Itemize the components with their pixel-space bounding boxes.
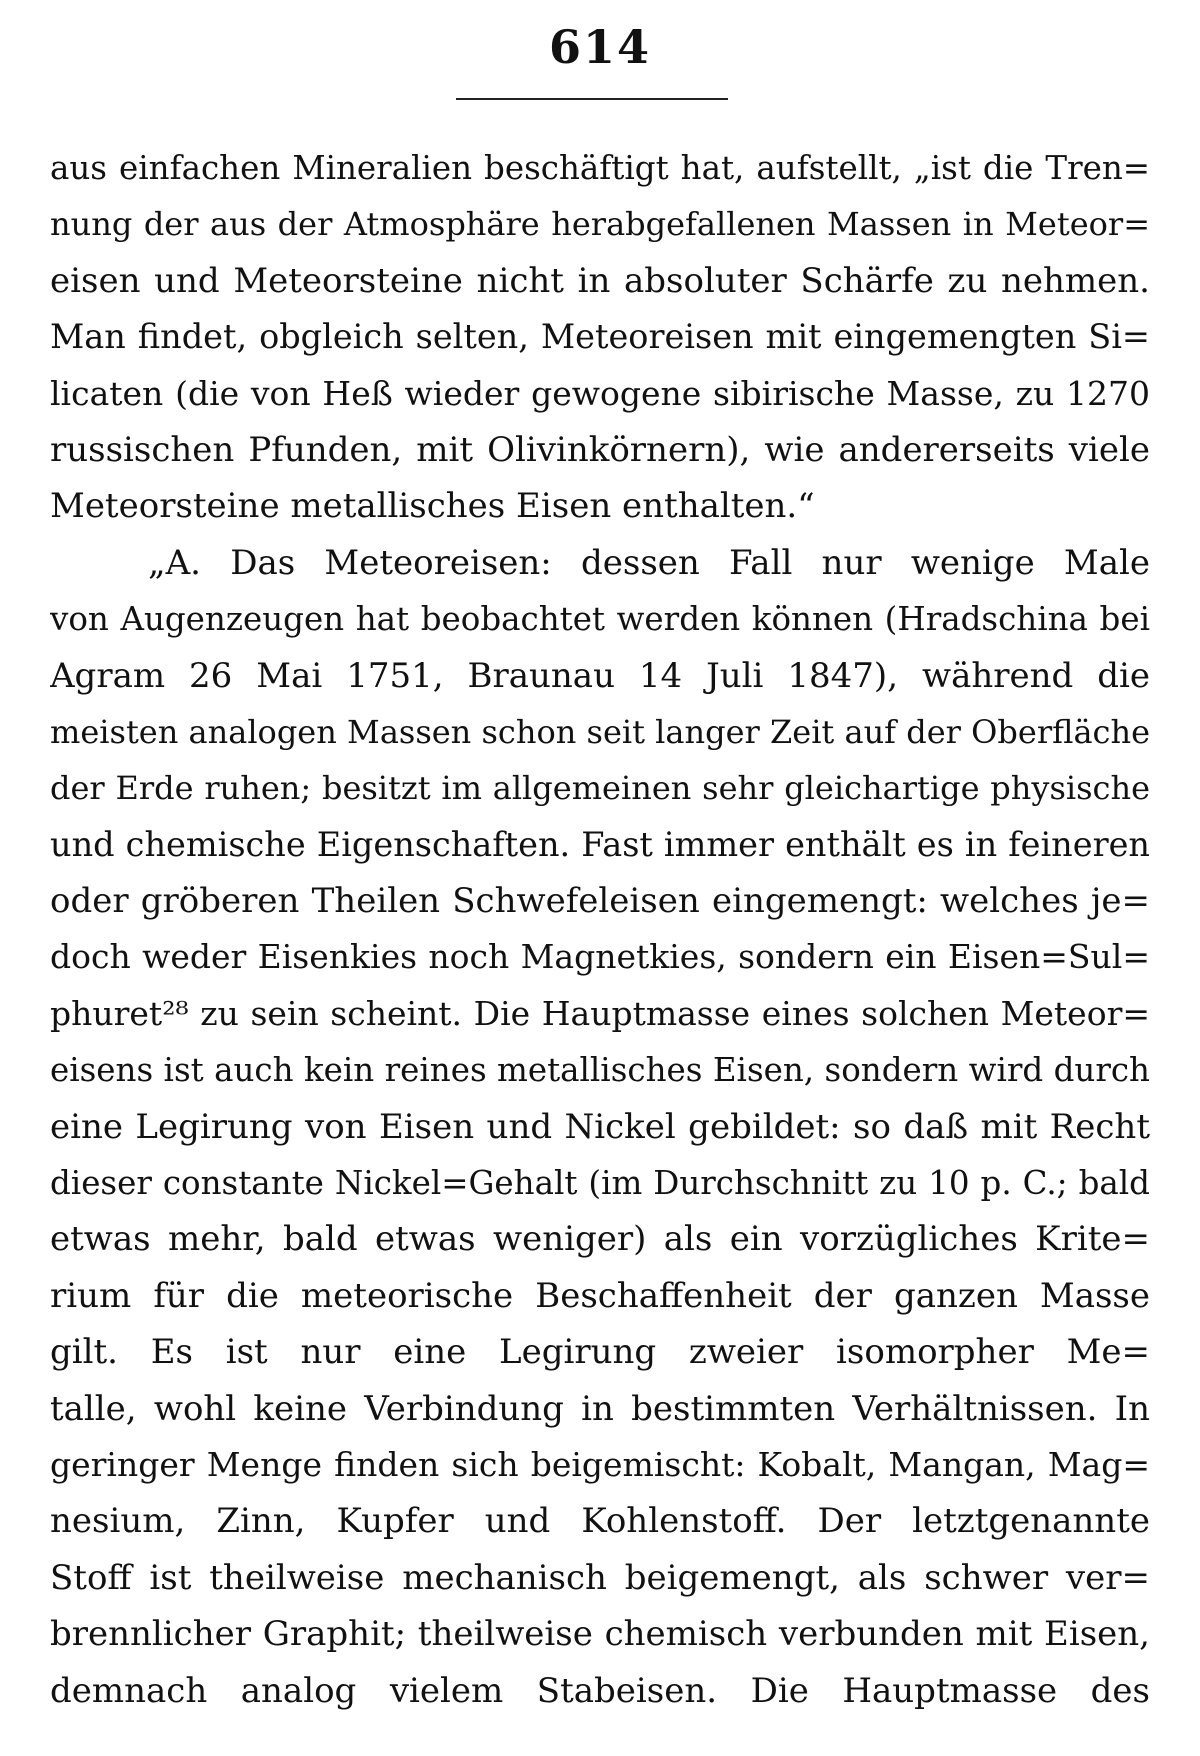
- text-line: eisens ist auch kein reines metallisches Eisen, sondern wird durch: [50, 1051, 1150, 1090]
- text-line: brennlicher Graphit; theilweise chemisch verbunden mit Eisen,: [50, 1614, 1150, 1655]
- text-line: dieser constante Nickel=Gehalt (im Durchschnitt zu 10 p. C.; bald: [50, 1164, 1150, 1203]
- text-line: Stoff ist theilweise mechanisch beigemengt, als schwer ver=: [50, 1557, 1150, 1598]
- body-text: [50, 140, 1150, 1719]
- text-line: Meteorsteine metallisches Eisen enthalten.“: [50, 486, 815, 527]
- text-line: „A. Das Meteoreisen: dessen Fall nur wenige Male: [148, 542, 1150, 583]
- text-line: nesium, Zinn, Kupfer und Kohlenstoff. Der letztgenannte: [50, 1501, 1150, 1542]
- text-line: von Augenzeugen hat beobachtet werden können (Hradschina bei: [50, 600, 1150, 639]
- text-line: phuret²⁸ zu sein scheint. Die Hauptmasse eines solchen Meteor=: [50, 993, 1150, 1033]
- text-line: aus einfachen Mineralien beschäftigt hat, aufstellt, „ist die Tren=: [50, 149, 1150, 187]
- text-line: talle, wohl keine Verbindung in bestimmten Verhältnissen. In: [50, 1388, 1150, 1429]
- text-line: etwas mehr, bald etwas weniger) als ein vorzügliches Krite=: [50, 1219, 1150, 1260]
- text-line: russischen Pfunden, mit Olivinkörnern), wie andererseits viele: [50, 429, 1150, 470]
- text-line: demnach analog vielem Stabeisen. Die Hauptmasse des: [50, 1670, 1150, 1711]
- text-line: rium für die meteorische Beschaffenheit der ganzen Masse: [50, 1275, 1150, 1316]
- text-line: Agram 26 Mai 1751, Braunau 14 Juli 1847), während die: [50, 655, 1150, 696]
- text-line: der Erde ruhen; besitzt im allgemeinen sehr gleichartige physische: [50, 769, 1150, 808]
- text-line: doch weder Eisenkies noch Magnetkies, sondern ein Eisen=Sul=: [50, 937, 1150, 977]
- text-line: nung der aus der Atmosphäre herabgefallenen Massen in Meteor=: [50, 205, 1150, 244]
- header-rule: [456, 98, 728, 100]
- text-line: Man findet, obgleich selten, Meteoreisen mit eingemengten Si=: [50, 317, 1150, 357]
- text-line: eine Legirung von Eisen und Nickel gebildet: so daß mit Recht: [50, 1106, 1150, 1147]
- text-line: und chemische Eigenschaften. Fast immer enthält es in feineren: [50, 824, 1150, 864]
- text-line: gilt. Es ist nur eine Legirung zweier isomorpher Me=: [50, 1332, 1150, 1373]
- text-line: geringer Menge finden sich beigemischt: Kobalt, Mangan, Mag=: [50, 1444, 1150, 1484]
- text-line: licaten (die von Heß wieder gewogene sibirische Masse, zu 1270: [50, 373, 1150, 413]
- text-line: eisen und Meteorsteine nicht in absoluter Schärfe zu nehmen.: [50, 260, 1150, 301]
- text-line: oder gröberen Theilen Schwefeleisen eingemengt: welches je=: [50, 881, 1150, 922]
- text-line: meisten analogen Massen schon seit langer Zeit auf der Oberfläche: [50, 712, 1150, 751]
- paragraph-1: [50, 140, 1150, 535]
- paragraph-2: [50, 535, 1150, 1719]
- page-number: 614: [548, 20, 652, 74]
